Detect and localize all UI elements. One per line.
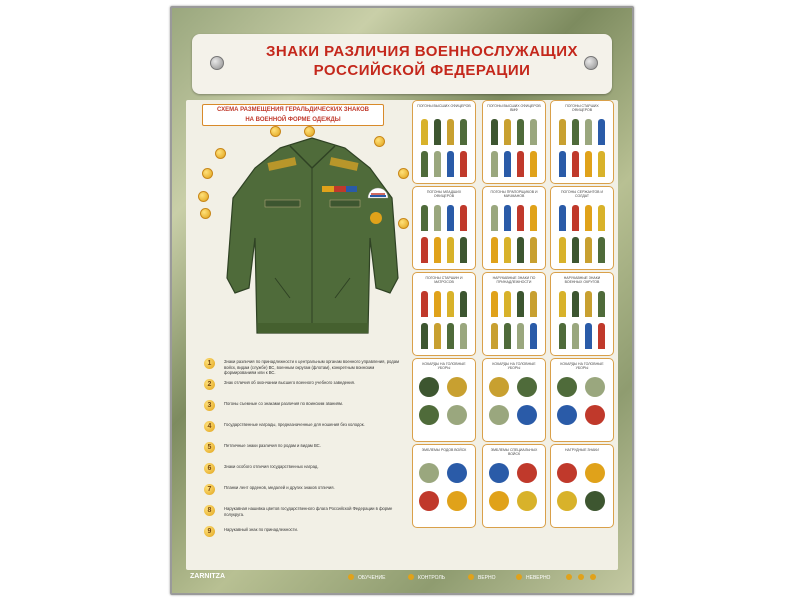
insignia-item bbox=[491, 151, 498, 177]
legend-text: Нарукавный знак по принадлежности. bbox=[224, 527, 299, 532]
insignia-item bbox=[530, 119, 537, 145]
card-title: ПОГОНЫ СТАРШИН И МАТРОСОВ bbox=[425, 276, 463, 284]
insignia-item bbox=[559, 119, 566, 145]
insignia-item bbox=[559, 291, 566, 317]
insignia-item bbox=[447, 377, 467, 397]
insignia-item bbox=[491, 237, 498, 263]
indicator-icon bbox=[590, 574, 596, 580]
insignia-item bbox=[585, 119, 592, 145]
card-title: НАГРУДНЫЕ ЗНАКИ bbox=[565, 448, 599, 452]
insignia-item bbox=[572, 151, 579, 177]
insignia-item bbox=[598, 205, 605, 231]
insignia-item bbox=[434, 119, 441, 145]
insignia-item bbox=[572, 119, 579, 145]
insignia-item bbox=[585, 463, 605, 483]
card-title: ПОГОНЫ СЕРЖАНТОВ И СОЛДАТ bbox=[560, 190, 604, 198]
callout-marker bbox=[304, 126, 315, 137]
bullet-icon bbox=[468, 574, 474, 580]
screw-icon bbox=[210, 56, 224, 70]
legend-number: 6 bbox=[204, 463, 215, 474]
insignia-item bbox=[598, 323, 605, 349]
legend-number: 5 bbox=[204, 442, 215, 453]
insignia-item bbox=[421, 119, 428, 145]
legend-text: Знак отличия об окончании высшего военного учебного заведения. bbox=[224, 380, 356, 385]
insignia-item bbox=[585, 491, 605, 511]
insignia-item bbox=[419, 405, 439, 425]
insignia-item bbox=[517, 291, 524, 317]
card-title: ЭМБЛЕМЫ СПЕЦИАЛЬНЫХ ВОЙСК bbox=[490, 448, 538, 456]
insignia-item bbox=[557, 405, 577, 425]
insignia-item bbox=[517, 463, 537, 483]
legend-text: Государственные награды, предназначенные для ношения без колодок. bbox=[224, 422, 365, 427]
poster-title-line1: ЗНАКИ РАЗЛИЧИЯ ВОЕННОСЛУЖАЩИХ bbox=[265, 43, 579, 60]
legend-text: Знаки различия по принадлежности к центральным органам военного управления, родам войск, видам (службе) ВС, военным округам (флотам), конкретным воинским формированиям или к ВС. bbox=[224, 359, 399, 375]
insignia-item bbox=[557, 377, 577, 397]
insignia-item bbox=[557, 491, 577, 511]
bullet-icon bbox=[348, 574, 354, 580]
insignia-item bbox=[585, 323, 592, 349]
legend-text: Нарукавная нашивка цветов государственного флага Российской Федерации в форме полукруга. bbox=[224, 506, 393, 517]
insignia-item bbox=[559, 205, 566, 231]
insignia-card bbox=[550, 272, 614, 356]
scheme-title: СХЕМА РАЗМЕЩЕНИЯ ГЕРАЛЬДИЧЕСКИХ ЗНАКОВ НА ВОЕННОЙ ФОРМЕ ОДЕЖДЫ bbox=[202, 104, 384, 126]
insignia-item bbox=[434, 237, 441, 263]
card-title: КОКАРДЫ НА ГОЛОВНЫЕ УБОРЫ bbox=[492, 362, 536, 370]
insignia-item bbox=[460, 119, 467, 145]
insignia-item bbox=[598, 291, 605, 317]
insignia-item bbox=[447, 405, 467, 425]
legend-item bbox=[204, 442, 404, 460]
insignia-item bbox=[530, 205, 537, 231]
poster-footer bbox=[186, 570, 618, 588]
legend-item bbox=[204, 505, 404, 523]
insignia-card bbox=[482, 100, 546, 184]
indicator-icon bbox=[578, 574, 584, 580]
card-title: НАРУКАВНЫЕ ЗНАКИ ПО ПРИНАДЛЕЖНОСТИ bbox=[492, 276, 536, 284]
insignia-item bbox=[489, 377, 509, 397]
insignia-item bbox=[517, 323, 524, 349]
insignia-item bbox=[559, 151, 566, 177]
insignia-item bbox=[447, 323, 454, 349]
callout-marker bbox=[215, 148, 226, 159]
legend-text: Знаки особого отличия государственных наград. bbox=[224, 464, 319, 469]
insignia-item bbox=[434, 205, 441, 231]
insignia-item bbox=[421, 205, 428, 231]
insignia-item bbox=[489, 405, 509, 425]
insignia-item bbox=[447, 151, 454, 177]
insignia-item bbox=[421, 323, 428, 349]
insignia-item bbox=[504, 119, 511, 145]
insignia-item bbox=[447, 205, 454, 231]
insignia-item bbox=[419, 491, 439, 511]
insignia-item bbox=[447, 491, 467, 511]
insignia-item bbox=[421, 151, 428, 177]
insignia-item bbox=[447, 237, 454, 263]
insignia-item bbox=[559, 323, 566, 349]
insignia-card bbox=[412, 272, 476, 356]
legend-item bbox=[204, 379, 404, 397]
insignia-item bbox=[489, 463, 509, 483]
callout-marker bbox=[398, 168, 409, 179]
insignia-item bbox=[517, 237, 524, 263]
legend-item bbox=[204, 358, 404, 376]
insignia-item bbox=[491, 119, 498, 145]
footer-item-training: ОБУЧЕНИЕ bbox=[358, 575, 386, 581]
legend-number: 3 bbox=[204, 400, 215, 411]
legend-number: 2 bbox=[204, 379, 215, 390]
insignia-item bbox=[491, 323, 498, 349]
insignia-card bbox=[412, 444, 476, 528]
insignia-card bbox=[412, 100, 476, 184]
indicator-icon bbox=[566, 574, 572, 580]
card-title: ПОГОНЫ СТАРШИХ ОФИЦЕРОВ bbox=[565, 104, 599, 112]
legend-item bbox=[204, 421, 404, 439]
insignia-item bbox=[504, 323, 511, 349]
insignia-item bbox=[421, 291, 428, 317]
insignia-item bbox=[598, 119, 605, 145]
insignia-item bbox=[489, 491, 509, 511]
insignia-item bbox=[559, 237, 566, 263]
legend-item bbox=[204, 400, 404, 418]
insignia-item bbox=[585, 291, 592, 317]
insignia-item bbox=[572, 205, 579, 231]
insignia-item bbox=[460, 291, 467, 317]
insignia-item bbox=[504, 151, 511, 177]
legend-item bbox=[204, 484, 404, 502]
legend-number: 9 bbox=[204, 526, 215, 537]
insignia-card bbox=[412, 186, 476, 270]
insignia-item bbox=[504, 237, 511, 263]
legend-text: Петличные знаки различия по родам и видам ВС. bbox=[224, 443, 321, 448]
footer-item-correct: ВЕРНО bbox=[478, 575, 496, 581]
insignia-item bbox=[460, 323, 467, 349]
legend-number: 8 bbox=[204, 505, 215, 516]
insignia-card bbox=[412, 358, 476, 442]
insignia-item bbox=[530, 151, 537, 177]
legend-text: Погоны съемные со знаками различия по воинским званиям. bbox=[224, 401, 343, 406]
insignia-item bbox=[491, 205, 498, 231]
insignia-item bbox=[572, 323, 579, 349]
insignia-item bbox=[517, 491, 537, 511]
insignia-card bbox=[550, 358, 614, 442]
insignia-item bbox=[598, 151, 605, 177]
insignia-item bbox=[419, 463, 439, 483]
insignia-item bbox=[598, 237, 605, 263]
callout-marker bbox=[198, 191, 209, 202]
insignia-item bbox=[460, 237, 467, 263]
insignia-item bbox=[530, 323, 537, 349]
insignia-item bbox=[517, 377, 537, 397]
card-title: КОКАРДЫ НА ГОЛОВНЫЕ УБОРЫ bbox=[560, 362, 604, 370]
insignia-item bbox=[585, 237, 592, 263]
callout-marker bbox=[398, 218, 409, 229]
callout-marker bbox=[374, 136, 385, 147]
bullet-icon bbox=[516, 574, 522, 580]
callout-marker bbox=[202, 168, 213, 179]
insignia-item bbox=[585, 377, 605, 397]
insignia-item bbox=[530, 291, 537, 317]
insignia-item bbox=[447, 291, 454, 317]
insignia-item bbox=[421, 237, 428, 263]
insignia-item bbox=[585, 205, 592, 231]
insignia-item bbox=[504, 291, 511, 317]
insignia-card bbox=[550, 444, 614, 528]
legend-number: 4 bbox=[204, 421, 215, 432]
insignia-item bbox=[504, 205, 511, 231]
insignia-item bbox=[517, 151, 524, 177]
footer-item-incorrect: НЕВЕРНО bbox=[526, 575, 551, 581]
insignia-item bbox=[517, 119, 524, 145]
insignia-item bbox=[517, 405, 537, 425]
insignia-item bbox=[419, 377, 439, 397]
callout-marker bbox=[200, 208, 211, 219]
jacket-illustration bbox=[220, 128, 405, 343]
insignia-item bbox=[517, 205, 524, 231]
insignia-card bbox=[550, 100, 614, 184]
insignia-item bbox=[585, 405, 605, 425]
legend-number: 7 bbox=[204, 484, 215, 495]
card-title: ПОГОНЫ ВЫСШИХ ОФИЦЕРОВ ВМФ bbox=[487, 104, 541, 112]
insignia-item bbox=[434, 291, 441, 317]
card-title: НАРУКАВНЫЕ ЗНАКИ ВОЕННЫХ ОКРУГОВ bbox=[563, 276, 601, 284]
insignia-item bbox=[530, 237, 537, 263]
insignia-item bbox=[447, 119, 454, 145]
insignia-item bbox=[572, 237, 579, 263]
insignia-item bbox=[460, 151, 467, 177]
insignia-card bbox=[482, 358, 546, 442]
legend-item bbox=[204, 463, 404, 481]
card-title: ПОГОНЫ ПРАПОРЩИКОВ И МИЧМАНОВ bbox=[490, 190, 538, 198]
card-title: ПОГОНЫ МЛАДШИХ ОФИЦЕРОВ bbox=[426, 190, 462, 198]
insignia-item bbox=[447, 463, 467, 483]
insignia-item bbox=[491, 291, 498, 317]
poster-board bbox=[170, 6, 634, 595]
card-title: ЭМБЛЕМЫ РОДОВ ВОЙСК bbox=[421, 448, 467, 452]
insignia-card bbox=[482, 186, 546, 270]
poster-title-line2: РОССИЙСКОЙ ФЕДЕРАЦИИ bbox=[313, 62, 531, 79]
callout-marker bbox=[270, 126, 281, 137]
insignia-item bbox=[572, 291, 579, 317]
insignia-item bbox=[460, 205, 467, 231]
card-title: ПОГОНЫ ВЫСШИХ ОФИЦЕРОВ bbox=[417, 104, 471, 108]
legend-item bbox=[204, 526, 404, 544]
insignia-card bbox=[482, 272, 546, 356]
insignia-item bbox=[434, 151, 441, 177]
legend-text: Планки лент орденов, медалей и других знаков отличия. bbox=[224, 485, 335, 490]
card-title: КОКАРДЫ НА ГОЛОВНЫЕ УБОРЫ bbox=[422, 362, 466, 370]
insignia-item bbox=[557, 463, 577, 483]
title-plate bbox=[192, 34, 612, 94]
footer-item-control: КОНТРОЛЬ bbox=[418, 575, 446, 581]
insignia-card bbox=[482, 444, 546, 528]
legend-number: 1 bbox=[204, 358, 215, 369]
insignia-card bbox=[550, 186, 614, 270]
brand-logo: ZARNITZA bbox=[190, 573, 225, 580]
insignia-item bbox=[434, 323, 441, 349]
insignia-item bbox=[585, 151, 592, 177]
bullet-icon bbox=[408, 574, 414, 580]
